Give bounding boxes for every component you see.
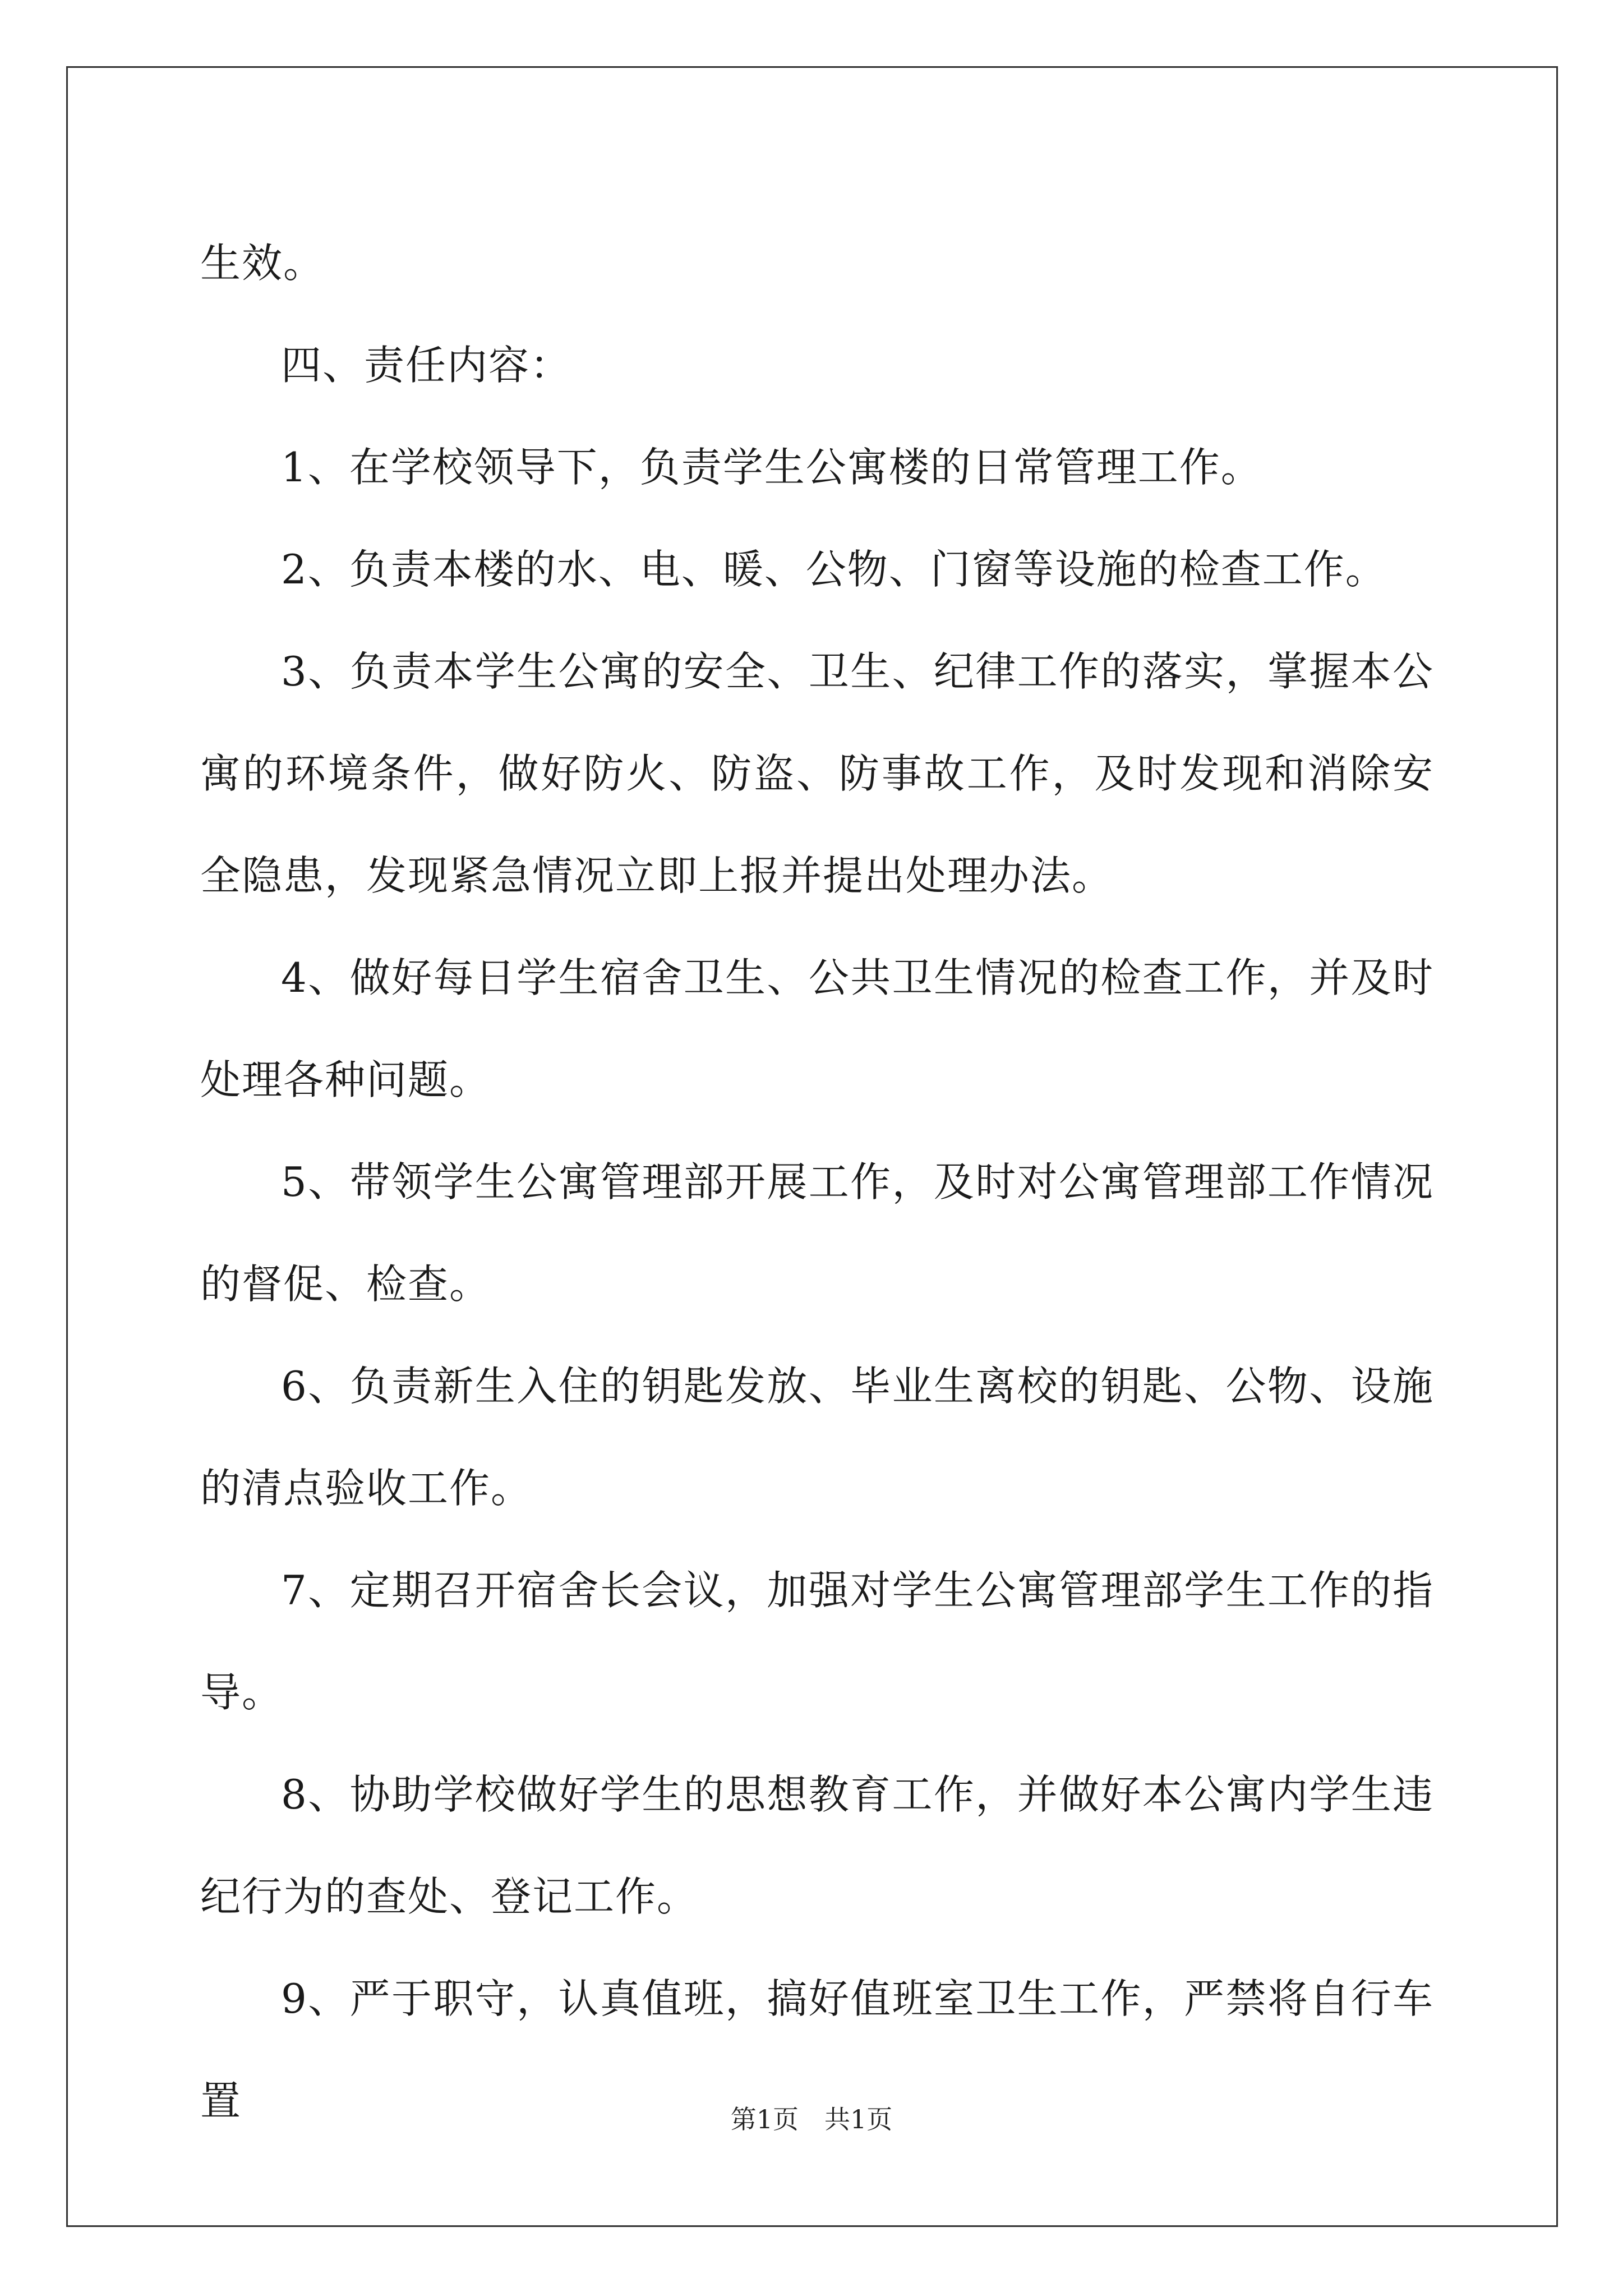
paragraph: 7、定期召开宿舍长会议，加强对学生公寓管理部学生工作的指导。 xyxy=(200,1567,1434,1716)
paragraph: 4、做好每日学生宿舍卫生、公共卫生情况的检查工作，并及时处理各种问题。 xyxy=(200,954,1434,1103)
paragraph: 四、责任内容： xyxy=(281,342,572,389)
paragraph: 6、负责新生入住的钥匙发放、毕业生离校的钥匙、公物、设施的清点验收工作。 xyxy=(200,1363,1434,1512)
document-body xyxy=(200,212,1434,2152)
page-number-total: 共1页 xyxy=(824,2104,893,2134)
page-number-current: 第1页 xyxy=(730,2104,799,2134)
paragraph: 3、负责本学生公寓的安全、卫生、纪律工作的落实，掌握本公寓的环境条件，做好防火、防盗、防事故工作，及时发现和消除安全隐患，发现紧急情况立即上报并提出处理办法。 xyxy=(200,648,1434,899)
paragraph: 5、带领学生公寓管理部开展工作，及时对公寓管理部工作情况的督促、检查。 xyxy=(200,1158,1434,1308)
paragraph: 生效。 xyxy=(200,240,325,287)
page-footer xyxy=(0,2102,1623,2136)
paragraph: 1、在学校领导下，负责学生公寓楼的日常管理工作。 xyxy=(281,444,1262,491)
paragraph: 8、协助学校做好学生的思想教育工作，并做好本公寓内学生违纪行为的查处、登记工作。 xyxy=(200,1771,1434,1920)
paragraph: 2、负责本楼的水、电、暖、公物、门窗等设施的检查工作。 xyxy=(281,546,1387,593)
paragraph: 9、严于职守，认真值班，搞好值班室卫生工作，严禁将自行车置 xyxy=(200,1975,1434,2124)
